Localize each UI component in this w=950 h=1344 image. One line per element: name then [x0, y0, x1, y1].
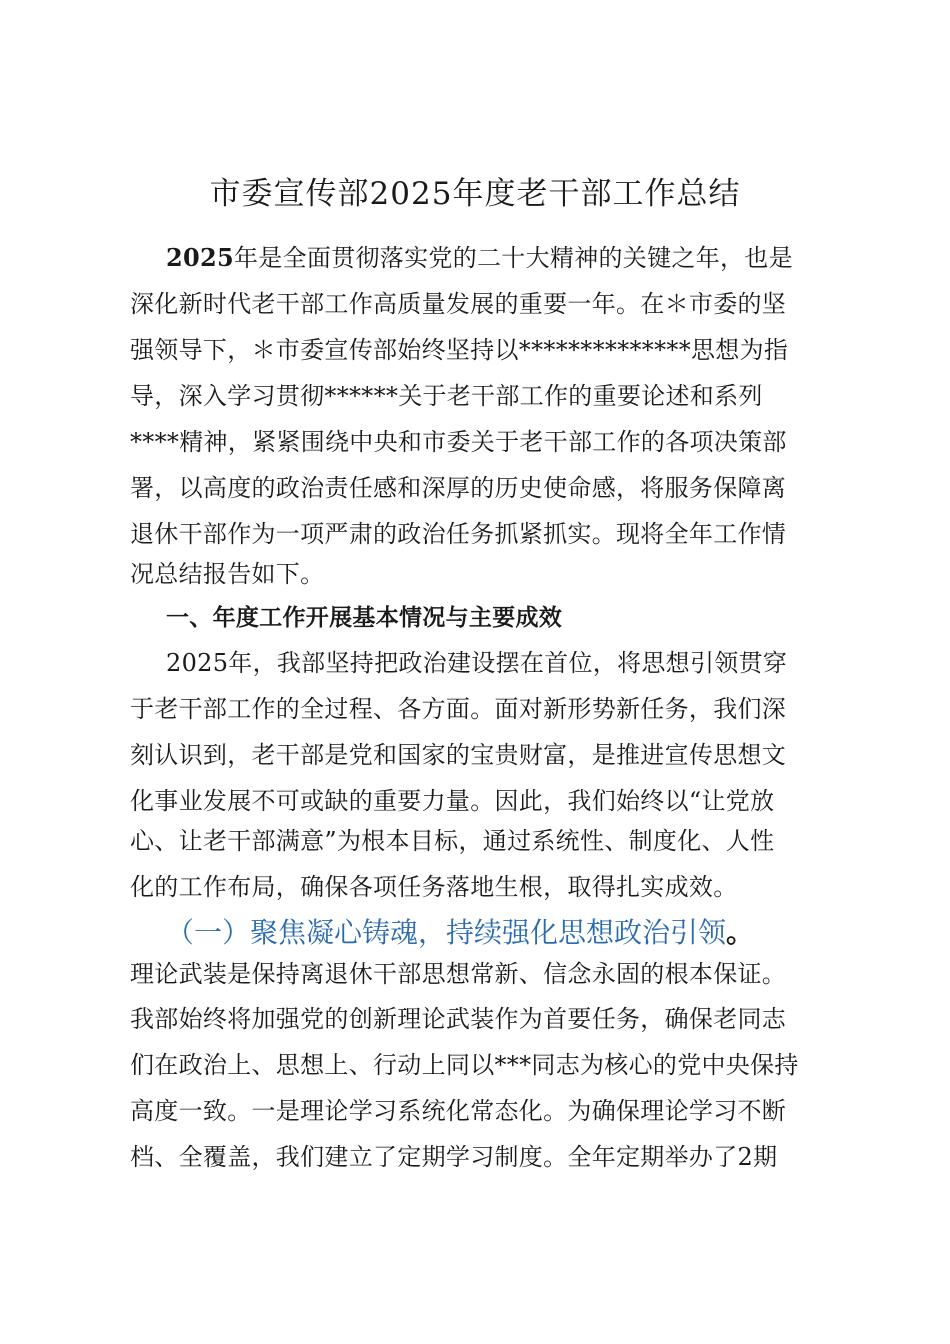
intro-line-2: 深化新时代老干部工作高质量发展的重要一年。在＊市委的坚 — [130, 290, 787, 318]
subsection-1-heading-period: 。 — [726, 916, 755, 949]
intro-line-5: ****精神，紧紧围绕中央和市委关于老干部工作的各项决策部 — [130, 428, 787, 456]
subsection-1-line-3: 们在政治上、思想上、行动上同以***同志为核心的党中央保持 — [130, 1051, 799, 1079]
subsection-1-line-5: 档、全覆盖，我们建立了定期学习制度。全年定期举办了2期 — [130, 1143, 778, 1171]
subsection-1-line-2: 我部始终将加强党的创新理论武装作为首要任务，确保老同志 — [130, 1005, 787, 1033]
section-1-line-6: 化的工作布局，确保各项任务落地生根，取得扎实成效。 — [130, 873, 738, 901]
section-1-line-5: 心、让老干部满意”为根本目标，通过系统性、制度化、人性 — [130, 827, 775, 855]
intro-lead-year: 2025 — [166, 243, 234, 272]
intro-line-7: 退休干部作为一项严肃的政治任务抓紧抓实。现将全年工作情 — [130, 520, 787, 548]
section-1-line-4: 化事业发展不可或缺的重要力量。因此，我们始终以“让党放 — [130, 787, 775, 815]
section-1-line-3: 刻认识到，老干部是党和国家的宝贵财富，是推进宣传思想文 — [130, 741, 787, 769]
intro-line-6: 署，以高度的政治责任感和深厚的历史使命感，将服务保障离 — [130, 474, 787, 502]
intro-line-3: 强领导下，＊市委宣传部始终坚持以**************思想为指 — [130, 336, 789, 364]
document-title: 市委宣传部2025年度老干部工作总结 — [209, 176, 741, 212]
section-1-line-2: 于老干部工作的全过程、各方面。面对新形势新任务，我们深 — [130, 695, 787, 723]
intro-line-1-text: 年是全面贯彻落实党的二十大精神的关键之年，也是 — [234, 244, 793, 272]
intro-line-8: 况总结报告如下。 — [130, 560, 325, 588]
subsection-1-heading-text: （一）聚焦凝心铸魂，持续强化思想政治引领 — [166, 916, 727, 949]
intro-line-4: 导，深入学习贯彻******关于老干部工作的重要论述和系列 — [130, 382, 763, 410]
subsection-1-line-1: 理论武装是保持离退休干部思想常新、信念永固的根本保证。 — [130, 960, 787, 988]
section-1-line-1: 2025年，我部坚持把政治建设摆在首位，将思想引领贯穿 — [166, 649, 788, 677]
subsection-1-heading — [130, 909, 754, 957]
intro-line-1 — [130, 238, 830, 278]
subsection-1-line-4: 高度一致。一是理论学习系统化常态化。为确保理论学习不断 — [130, 1097, 787, 1125]
section-1-heading: 一、年度工作开展基本情况与主要成效 — [166, 605, 563, 631]
